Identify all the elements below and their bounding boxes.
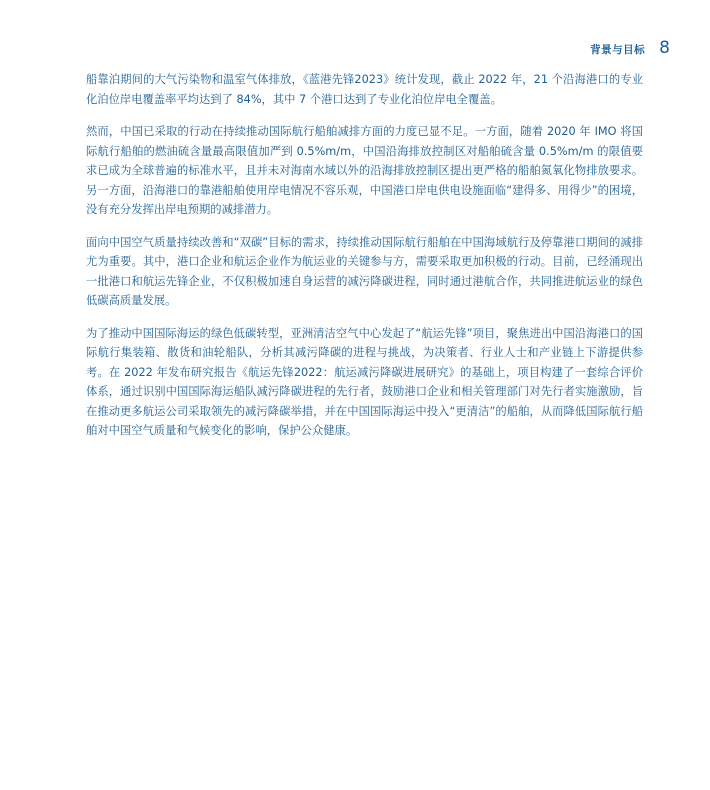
paragraph-1: 船靠泊期间的大气污染物和温室气体排放，《蓝港先锋2023》统计发现，截止 2022 年，21 个沿海港口的专业化泊位岸电覆盖率平均达到了 84%，其中 7 个港口达到了专业化泊位岸电全覆盖。	[86, 73, 643, 106]
body-text	[86, 70, 643, 454]
paragraph-3: 面向中国空气质量持续改善和“双碳”目标的需求，持续推动国际航行船舶在中国海域航行及停靠港口期间的减排尤为重要。其中，港口企业和航运企业作为航运业的关键参与方，需要采取更加积极的行动。目前，已经涌现出一批港口和航运先锋企业，不仅积极加速自身运营的减污降碳进程，同时通过港航合作，共同推进航运业的绿色低碳高质量发展。	[86, 235, 643, 307]
page-number: 8	[659, 38, 670, 58]
paragraph-2: 然而，中国已采取的行动在持续推动国际航行船舶减排方面的力度已显不足。一方面，随着 2020 年 IMO 将国际航行船舶的燃油硫含量最高限值加严到 0.5%m/m，中国沿海排放控制区对船舶硫含量 0.5%m/m 的限值要求已成为全球普遍的标准水平，且并未对海南水域以外的沿海排放控制区提出更严格的船舶氮氧化物排放要求。另一方面，沿海港口的靠港船舶使用岸电情况不容乐观，中国港口岸电供电设施面临“建得多、用得少”的困境，没有充分发挥出岸电预期的减排潜力。	[86, 125, 643, 216]
section-title: 背景与目标	[590, 44, 646, 56]
paragraph-4: 为了推动中国国际海运的绿色低碳转型，亚洲清洁空气中心发起了“航运先锋”项目，聚焦进出中国沿海港口的国际航行集装箱、散货和油轮船队，分析其减污降碳的进程与挑战，为决策者、行业人士和产业链上下游提供参考。在 2022 年发布研究报告《航运先锋2022：航运减污降碳进展研究》的基础上，项目构建了一套综合评价体系，通过识别中国国际海运船队减污降碳进程的先行者，鼓励港口企业和相关管理部门对先行者实施激励，旨在推动更多航运公司采取领先的减污降碳举措，并在中国国际海运中投入“更清洁”的船舶，从而降低国际航行船舶对中国空气质量和气候变化的影响，保护公众健康。	[86, 326, 643, 437]
page-header	[590, 38, 670, 58]
